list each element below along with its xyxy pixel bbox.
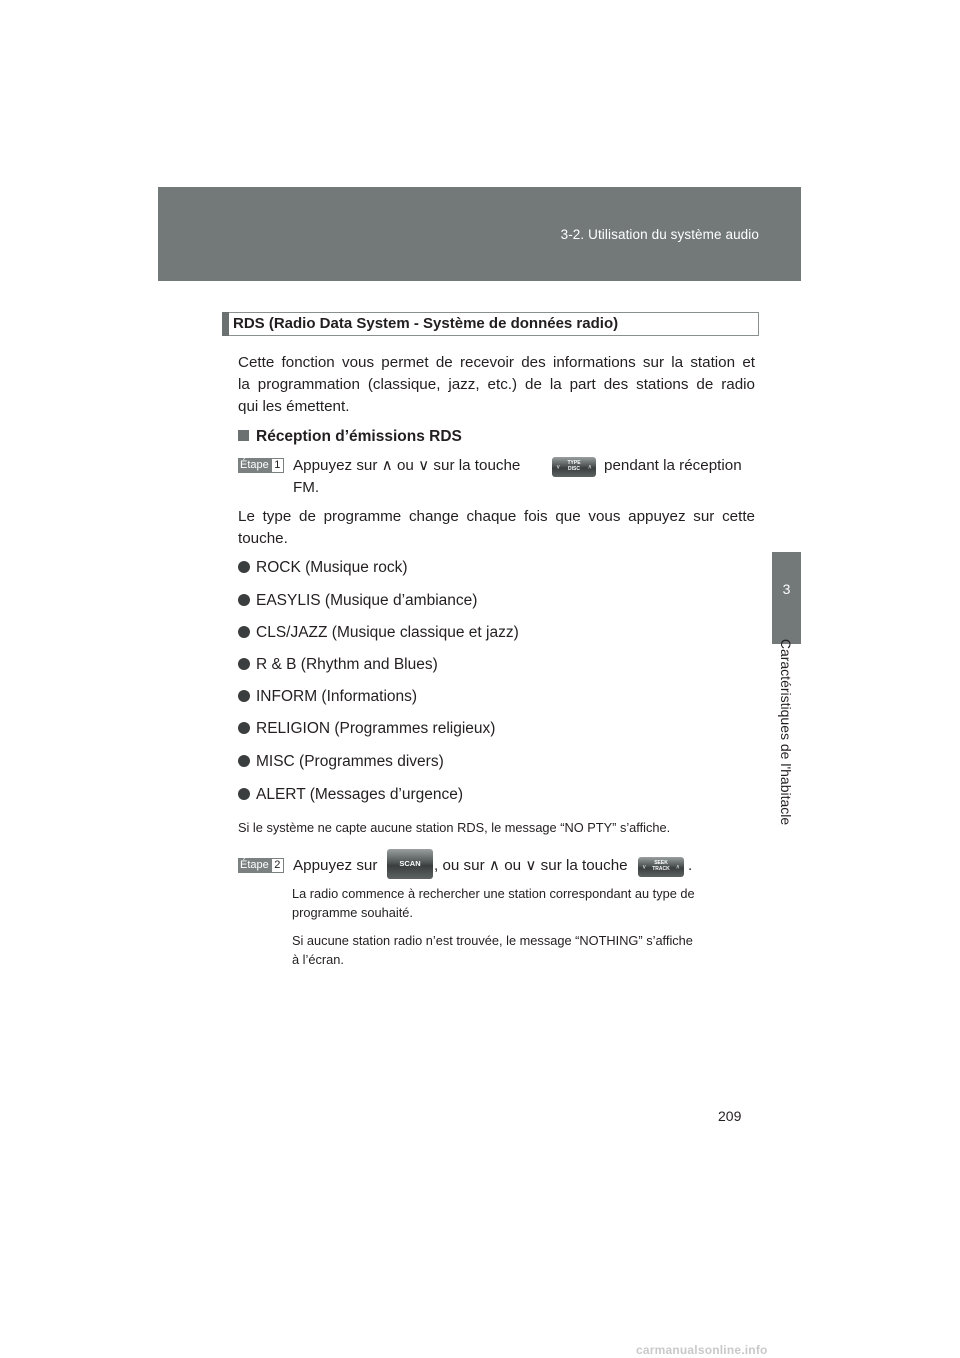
scan-button-icon	[387, 849, 433, 879]
program-type-item: MISC (Programmes divers)	[238, 753, 444, 771]
subheading-rds-reception	[238, 428, 462, 446]
program-type-item: RELIGION (Programmes religieux)	[238, 720, 495, 738]
type-disc-button-line-2: DISC	[568, 466, 580, 472]
step-2-text-a: Appuyez sur	[293, 857, 378, 874]
scan-button-label: SCAN	[399, 859, 421, 868]
chapter-number: 3	[782, 581, 791, 597]
step-2-text-b: , ou sur ∧ ou ∨ sur la touche	[434, 857, 628, 874]
step-1-text-c: FM.	[293, 479, 320, 496]
bullet-dot-icon	[238, 594, 250, 606]
step-1-badge	[238, 458, 284, 473]
watermark: carmanualsonline.info	[636, 1343, 768, 1357]
step-number: 1	[271, 458, 284, 473]
bullet-dot-icon	[238, 561, 250, 573]
scan-button-wrap	[387, 849, 433, 879]
program-type-item: INFORM (Informations)	[238, 688, 417, 706]
bullet-dot-icon	[238, 788, 250, 800]
chapter-section-title: 3-2. Utilisation du système audio	[560, 227, 759, 242]
step-1-button-wrap	[552, 457, 596, 477]
step-2-badge	[238, 858, 284, 873]
chapter-header-band	[158, 187, 801, 281]
intro-line-3: qui les émettent.	[238, 398, 350, 415]
type-disc-button-line-1: TYPE	[567, 460, 581, 466]
intro-line-2: la programmation (classique, jazz, etc.) de la part des stations de radio	[238, 376, 755, 393]
program-type-item: EASYLIS (Musique d’ambiance)	[238, 592, 477, 610]
seek-track-button-line-2: TRACK	[652, 866, 670, 872]
chapter-tab	[772, 552, 801, 644]
program-type-item: R & B (Rhythm and Blues)	[238, 656, 438, 674]
type-disc-button-icon: ∨ TYPE DISC ∧	[552, 457, 596, 477]
chapter-side-label-text: Caractéristiques de l'habitacle	[778, 638, 794, 826]
change-line-1: Le type de programme change chaque fois que vous appuyez sur cette	[238, 508, 755, 525]
bullet-dot-icon	[238, 722, 250, 734]
seek-track-button-line-1: SEEK	[654, 860, 668, 866]
step-2-note-2: Si aucune station radio n’est trouvée, le message “NOTHING” s’affiche à l’écran.	[292, 933, 693, 967]
subheading-text: Réception d’émissions RDS	[256, 428, 462, 445]
page-number: 209	[718, 1108, 742, 1124]
bullet-dot-icon	[238, 690, 250, 702]
change-line-2: touche.	[238, 530, 288, 547]
section-heading-marker	[222, 312, 229, 336]
step-label: Étape	[240, 859, 269, 871]
bullet-dot-icon	[238, 755, 250, 767]
section-heading-title: RDS (Radio Data System - Système de données radio)	[233, 315, 619, 332]
bullet-dot-icon	[238, 626, 250, 638]
step-label: Étape	[240, 459, 269, 471]
no-pty-note: Si le système ne capte aucune station RDS, le message “NO PTY” s’affiche.	[238, 820, 671, 835]
step-number: 2	[271, 858, 284, 873]
step-1-text-a: Appuyez sur ∧ ou ∨ sur la touche	[293, 457, 521, 474]
bullet-dot-icon	[238, 658, 250, 670]
step-1-text-b: pendant la réception	[604, 457, 742, 474]
section-heading	[222, 312, 759, 336]
seek-track-button-icon: ∨ SEEK TRACK ∧	[638, 857, 684, 877]
step-2-note-1: La radio commence à rechercher une station correspondant au type de programme souhaité.	[292, 886, 695, 920]
program-type-item: CLS/JAZZ (Musique classique et jazz)	[238, 624, 519, 642]
program-type-item: ROCK (Musique rock)	[238, 559, 408, 577]
intro-line-1: Cette fonction vous permet de recevoir des informations sur la station et	[238, 354, 755, 371]
program-type-item: ALERT (Messages d’urgence)	[238, 786, 463, 804]
step-2-text-c: .	[688, 857, 693, 874]
square-bullet-icon	[238, 430, 249, 441]
seek-track-button-wrap	[638, 857, 684, 877]
